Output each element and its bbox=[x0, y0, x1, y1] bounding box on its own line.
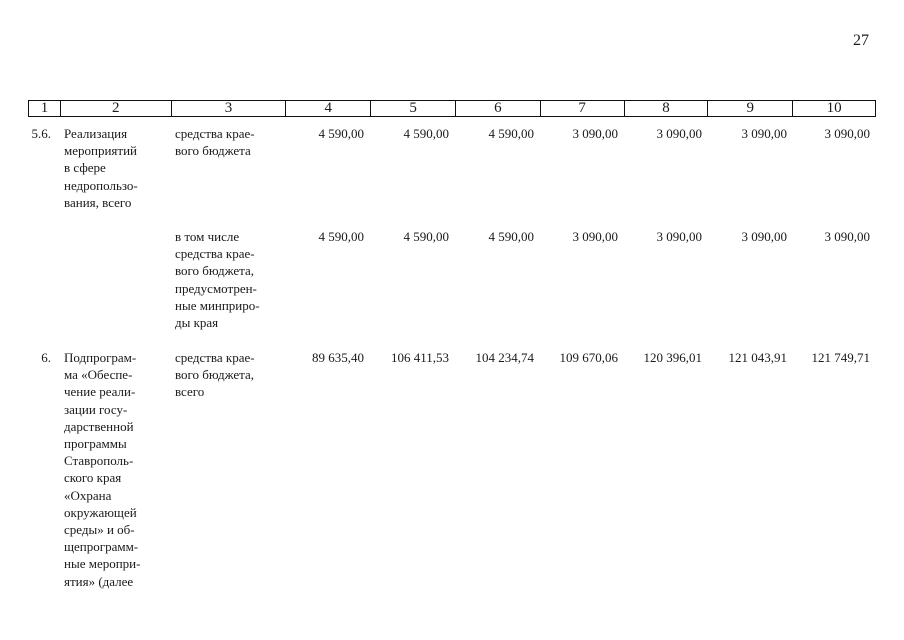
row-name-line: окружающей bbox=[64, 504, 137, 520]
value-col-4: 89 635,40 bbox=[312, 350, 364, 365]
row-name-line: мероприятий bbox=[64, 143, 137, 159]
page-number: 27 bbox=[853, 32, 869, 49]
value-col-7: 3 090,00 bbox=[572, 126, 618, 141]
row-source bbox=[170, 349, 285, 590]
row-source-line: вого бюджета bbox=[175, 143, 251, 159]
header-col-10: 10 bbox=[792, 101, 875, 116]
row-name-line: Ставрополь- bbox=[64, 453, 134, 469]
table-row bbox=[28, 349, 876, 590]
header-col-8: 8 bbox=[624, 101, 708, 116]
row-name-line: недропользо- bbox=[64, 177, 138, 193]
value-col-6: 4 590,00 bbox=[488, 229, 534, 244]
row-name-line: в сфере bbox=[64, 160, 106, 176]
header-col-6: 6 bbox=[455, 101, 540, 116]
value-col-10: 3 090,00 bbox=[824, 126, 870, 141]
value-col-10: 121 749,71 bbox=[811, 350, 870, 365]
value-col-6: 104 234,74 bbox=[475, 350, 534, 365]
row-index bbox=[28, 228, 59, 331]
value-col-10: 3 090,00 bbox=[824, 229, 870, 244]
row-source-line: в том числе bbox=[175, 229, 240, 244]
row-index: 6. bbox=[41, 350, 51, 365]
row-name-line: дарственной bbox=[64, 418, 134, 434]
table-row bbox=[28, 125, 876, 211]
value-col-9: 3 090,00 bbox=[741, 126, 787, 141]
value-col-5: 4 590,00 bbox=[403, 229, 449, 244]
row-name-line: зации госу- bbox=[64, 401, 128, 417]
header-col-9: 9 bbox=[707, 101, 792, 116]
header-col-5: 5 bbox=[370, 101, 455, 116]
row-index: 5.6. bbox=[31, 126, 51, 141]
value-col-7: 3 090,00 bbox=[572, 229, 618, 244]
row-name-line: ского края bbox=[64, 470, 122, 486]
row-name bbox=[59, 228, 170, 331]
row-name-line: программы bbox=[64, 436, 127, 452]
row-name-line: ма «Обеспе- bbox=[64, 367, 133, 383]
table-row bbox=[28, 228, 876, 331]
row-source-line: предусмотрен- bbox=[175, 280, 257, 296]
row-name bbox=[59, 125, 170, 211]
row-source-line: средства крае- bbox=[175, 350, 255, 365]
row-source-line: ные минприро- bbox=[175, 297, 260, 313]
header-col-4: 4 bbox=[285, 101, 370, 116]
row-name-line: ные меропри- bbox=[64, 556, 141, 572]
row-source-line: вого бюджета, bbox=[175, 367, 255, 383]
row-name-line: Подпрограм- bbox=[64, 350, 137, 365]
row-source-line: вого бюджета, bbox=[175, 263, 255, 279]
value-col-9: 3 090,00 bbox=[741, 229, 787, 244]
value-col-8: 120 396,01 bbox=[643, 350, 702, 365]
row-source-line: ды края bbox=[175, 315, 219, 331]
row-name-line: щепрограмм- bbox=[64, 539, 139, 555]
row-name bbox=[59, 349, 170, 590]
row-name-line: «Охрана bbox=[64, 487, 112, 503]
header-col-7: 7 bbox=[540, 101, 624, 116]
row-name-line: вания, всего bbox=[64, 194, 132, 210]
value-col-5: 4 590,00 bbox=[403, 126, 449, 141]
header-col-2: 2 bbox=[60, 101, 171, 116]
row-source-line: средства крае- bbox=[175, 246, 255, 262]
row-source bbox=[170, 125, 285, 211]
row-name-line: среды» и об- bbox=[64, 522, 135, 538]
value-col-8: 3 090,00 bbox=[656, 229, 702, 244]
row-name-line: ятия» (далее bbox=[64, 573, 134, 589]
row-name-line: Реализация bbox=[64, 126, 128, 141]
value-col-8: 3 090,00 bbox=[656, 126, 702, 141]
header-col-1: 1 bbox=[40, 100, 49, 116]
value-col-5: 106 411,53 bbox=[390, 350, 449, 365]
table-header-row bbox=[28, 100, 876, 117]
row-name-line: чение реали- bbox=[64, 384, 136, 400]
value-col-6: 4 590,00 bbox=[488, 126, 534, 141]
value-col-4: 4 590,00 bbox=[318, 229, 364, 244]
header-col-3: 3 bbox=[171, 101, 286, 116]
row-source-line: средства крае- bbox=[175, 126, 255, 141]
row-source bbox=[170, 228, 285, 331]
value-col-7: 109 670,06 bbox=[559, 350, 618, 365]
value-col-9: 121 043,91 bbox=[728, 350, 787, 365]
row-source-line: всего bbox=[175, 384, 205, 400]
value-col-4: 4 590,00 bbox=[318, 126, 364, 141]
